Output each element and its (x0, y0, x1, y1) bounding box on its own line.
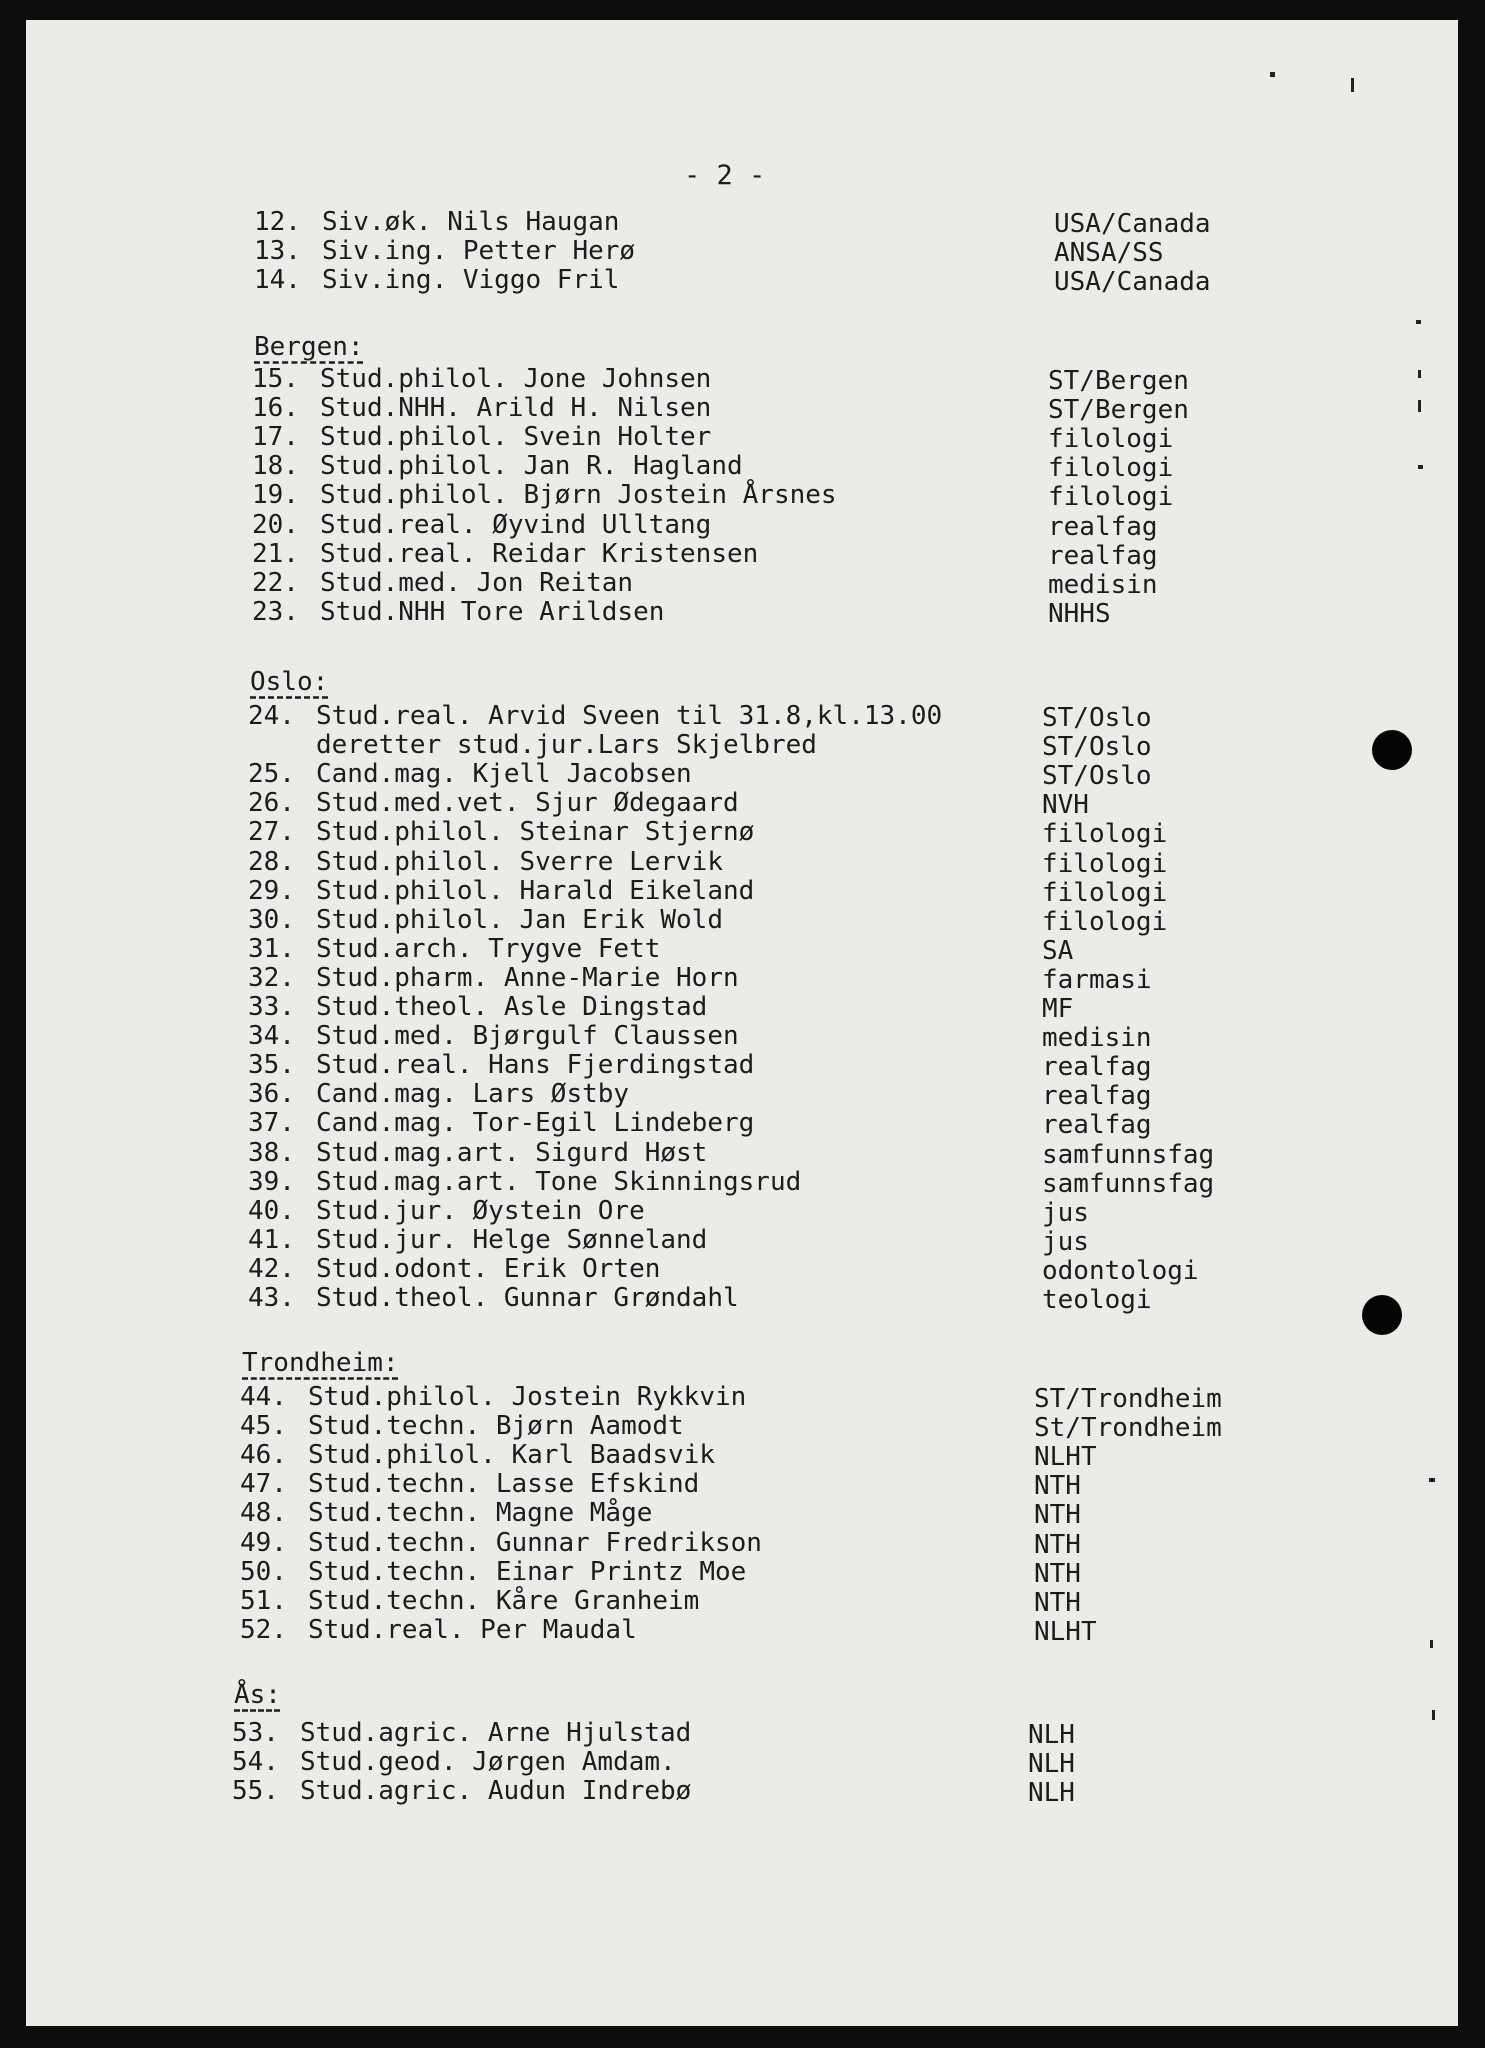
entry-category: NTH (1034, 1558, 1081, 1589)
list-item (248, 1021, 739, 1051)
entry-category: samfunnsfag (1042, 1168, 1215, 1199)
entry-name: Stud.techn. Bjørn Aamodt (308, 1411, 684, 1442)
entry-category: ST/Trondheim (1034, 1384, 1222, 1414)
list-item (248, 1283, 739, 1313)
list-item (240, 1411, 684, 1441)
list-item (248, 1225, 707, 1255)
entry-name: Stud.arch. Trygve Fett (316, 933, 661, 964)
entry-number: 19. (252, 480, 299, 511)
entry-category: odontologi (1042, 1255, 1199, 1286)
entry-number: 21. (252, 538, 299, 569)
entry-name: Stud.NHH. Arild H. Nilsen (320, 393, 712, 424)
entry-name: Stud.philol. Karl Baadsvik (308, 1440, 715, 1471)
entry-category: realfag (1042, 1052, 1152, 1083)
entry-category: ST/Oslo (1042, 761, 1152, 792)
entry-category: samfunnsfag (1042, 1139, 1215, 1170)
entry-number: 17. (252, 422, 299, 453)
entry-number: 31. (248, 933, 295, 964)
list-item (232, 1718, 691, 1748)
entry-name: Stud.techn. Kåre Granheim (308, 1585, 700, 1616)
entry-name: Stud.philol. Bjørn Jostein Årsnes (320, 480, 837, 511)
entry-number: 27. (248, 817, 295, 848)
entry-category: jus (1042, 1197, 1089, 1228)
entry-name: Stud.philol. Steinar Stjernø (316, 817, 755, 848)
list-item (248, 730, 817, 760)
entry-name: Stud.real. Arvid Sveen til 31.8,kl.13.00 (316, 701, 943, 731)
edge-mark (1418, 400, 1421, 412)
list-item (248, 847, 723, 877)
entry-name: Stud.agric. Arne Hjulstad (300, 1718, 692, 1748)
entry-number: 26. (248, 788, 295, 819)
edge-mark (1351, 78, 1354, 92)
entry-number: 41. (248, 1224, 295, 1255)
entry-category: SA (1042, 935, 1074, 966)
entry-name: Stud.techn. Magne Måge (308, 1498, 653, 1529)
entry-category: NLHT (1034, 1442, 1097, 1473)
entry-number: 24. (248, 701, 295, 731)
entry-category: ST/Bergen (1048, 366, 1189, 396)
entry-number: 43. (248, 1283, 295, 1313)
edge-mark (1430, 1640, 1433, 1648)
entry-number: 22. (252, 567, 299, 598)
entry-category: realfag (1048, 511, 1158, 542)
entry-name: Stud.real. Reidar Kristensen (320, 538, 759, 569)
entry-number: 16. (252, 393, 299, 424)
entry-name: Stud.philol. Sverre Lervik (316, 846, 723, 877)
list-item (240, 1615, 637, 1645)
entry-category: St/Trondheim (1034, 1413, 1222, 1444)
edge-mark (1418, 370, 1421, 378)
entry-name: Stud.philol. Svein Holter (320, 422, 712, 453)
entry-category: filologi (1042, 848, 1168, 879)
edge-mark (1432, 1710, 1435, 1720)
entry-name: Cand.mag. Kjell Jacobsen (316, 759, 692, 790)
entry-category: realfag (1048, 540, 1158, 571)
entry-number: 13. (254, 236, 301, 267)
entry-number: 34. (248, 1021, 295, 1052)
entry-category: NTH (1034, 1587, 1081, 1618)
entry-name: Stud.med. Bjørgulf Claussen (316, 1021, 739, 1052)
list-item (254, 265, 619, 295)
entry-name: Stud.mag.art. Sigurd Høst (316, 1137, 708, 1168)
entry-number: 51. (240, 1585, 287, 1616)
list-item (248, 1138, 707, 1168)
list-item (248, 1050, 754, 1080)
entry-category: NTH (1034, 1500, 1081, 1531)
entry-number: 55. (232, 1776, 279, 1807)
entry-number: 50. (240, 1556, 287, 1587)
entry-number: 37. (248, 1108, 295, 1139)
list-item (240, 1586, 699, 1616)
list-item (248, 1196, 645, 1226)
list-item (254, 236, 635, 266)
entry-number: 40. (248, 1195, 295, 1226)
list-item (240, 1382, 746, 1412)
entry-category: filologi (1042, 906, 1168, 937)
document-page (26, 20, 1458, 2026)
list-item (240, 1440, 715, 1470)
section-heading: Trondheim: (242, 1348, 399, 1378)
entry-number: 12. (254, 207, 301, 237)
entry-number: 54. (232, 1747, 279, 1778)
entry-name: Cand.mag. Lars Østby (316, 1079, 630, 1110)
list-item (248, 759, 692, 789)
section-heading: Ås: (234, 1680, 281, 1710)
entry-category: NTH (1034, 1529, 1081, 1560)
entry-category: farmasi (1042, 964, 1152, 995)
entry-name: Siv.ing. Viggo Fril (322, 265, 620, 296)
list-item (252, 597, 664, 627)
list-item (248, 1167, 801, 1197)
entry-number: 33. (248, 992, 295, 1022)
list-item (252, 568, 633, 598)
entry-name: Siv.ing. Petter Herø (322, 236, 636, 267)
list-item (252, 539, 758, 569)
entry-name: Stud.philol. Jostein Rykkvin (308, 1382, 747, 1412)
entry-name: Stud.real. Øyvind Ulltang (320, 509, 712, 540)
entry-category: filologi (1042, 819, 1168, 850)
entry-name: Stud.med. Jon Reitan (320, 567, 634, 598)
entry-number: 44. (240, 1382, 287, 1412)
entry-category: teologi (1042, 1285, 1152, 1315)
list-item (232, 1776, 691, 1806)
list-item (248, 992, 707, 1022)
entry-category: ST/Oslo (1042, 703, 1152, 733)
entry-number: 47. (240, 1469, 287, 1500)
list-item (248, 701, 942, 731)
entry-number: 53. (232, 1718, 279, 1748)
entry-name: Stud.techn. Lasse Efskind (308, 1469, 700, 1500)
list-item (248, 1108, 754, 1138)
entry-number: 35. (248, 1050, 295, 1081)
entry-name: Stud.philol. Jan R. Hagland (320, 451, 743, 482)
entry-category: NLHT (1034, 1616, 1097, 1647)
entry-category: realfag (1042, 1110, 1152, 1141)
entry-category: NTH (1034, 1471, 1081, 1502)
edge-mark (1270, 72, 1275, 77)
entry-category: ST/Oslo (1042, 732, 1152, 763)
entry-category: NHHS (1048, 598, 1111, 629)
list-item (248, 905, 723, 935)
entry-category: NLH (1028, 1778, 1075, 1809)
entry-name: deretter stud.jur.Lars Skjelbred (316, 730, 817, 761)
entry-name: Stud.theol. Asle Dingstad (316, 992, 708, 1022)
entry-category: USA/Canada (1054, 267, 1211, 298)
section-heading: Bergen: (254, 332, 364, 362)
list-item (240, 1557, 746, 1587)
list-item (248, 963, 739, 993)
list-item (232, 1747, 676, 1777)
page-number: - 2 - (684, 160, 766, 191)
edge-mark (1418, 465, 1423, 469)
section-heading: Oslo: (250, 667, 329, 697)
entry-number: 14. (254, 265, 301, 296)
entry-category: ANSA/SS (1054, 238, 1164, 269)
list-item (254, 207, 619, 237)
list-item (240, 1498, 652, 1528)
entry-number: 38. (248, 1137, 295, 1168)
entry-number: 28. (248, 846, 295, 877)
entry-name: Stud.NHH Tore Arildsen (320, 596, 665, 627)
list-item (248, 788, 739, 818)
entry-name: Cand.mag. Tor-Egil Lindeberg (316, 1108, 755, 1139)
entry-name: Stud.philol. Jan Erik Wold (316, 904, 723, 935)
entry-number: 36. (248, 1079, 295, 1110)
entry-number: 45. (240, 1411, 287, 1442)
entry-number: 23. (252, 596, 299, 627)
list-item (252, 364, 711, 394)
entry-name: Stud.jur. Helge Sønneland (316, 1224, 708, 1255)
entry-name: Stud.jur. Øystein Ore (316, 1195, 645, 1226)
entry-name: Stud.real. Per Maudal (308, 1614, 637, 1645)
entry-name: Stud.techn. Gunnar Fredrikson (308, 1527, 762, 1558)
list-item (252, 422, 711, 452)
list-item (248, 1079, 629, 1109)
entry-category: ST/Bergen (1048, 395, 1189, 426)
entry-name: Siv.øk. Nils Haugan (322, 207, 620, 237)
entry-name: Stud.philol. Harald Eikeland (316, 875, 755, 906)
entry-category: filologi (1048, 453, 1174, 484)
entry-number: 20. (252, 509, 299, 540)
entry-number: 15. (252, 364, 299, 394)
list-item (248, 1254, 660, 1284)
entry-name: Stud.real. Hans Fjerdingstad (316, 1050, 755, 1081)
entry-category: medisin (1048, 569, 1158, 600)
entry-category: MF (1042, 994, 1074, 1024)
entry-category: jus (1042, 1226, 1089, 1257)
punch-hole-lower (1362, 1295, 1402, 1335)
entry-category: filologi (1042, 877, 1168, 908)
entry-number: 32. (248, 962, 295, 993)
entry-name: Stud.agric. Audun Indrebø (300, 1776, 692, 1807)
entry-name: Stud.odont. Erik Orten (316, 1253, 661, 1284)
list-item (240, 1528, 762, 1558)
entry-category: NLH (1028, 1720, 1075, 1750)
list-item (252, 480, 837, 510)
entry-name: Stud.pharm. Anne-Marie Horn (316, 962, 739, 993)
entry-name: Stud.geod. Jørgen Amdam. (300, 1747, 676, 1778)
entry-number: 18. (252, 451, 299, 482)
edge-mark (1429, 1478, 1435, 1482)
entry-category: realfag (1042, 1081, 1152, 1112)
list-item (252, 510, 711, 540)
entry-category: USA/Canada (1054, 209, 1211, 239)
entry-category: NVH (1042, 790, 1089, 821)
entry-name: Stud.techn. Einar Printz Moe (308, 1556, 747, 1587)
entry-number: 29. (248, 875, 295, 906)
entry-name: Stud.philol. Jone Johnsen (320, 364, 712, 394)
list-item (248, 934, 660, 964)
list-item (240, 1469, 699, 1499)
entry-number: 49. (240, 1527, 287, 1558)
entry-number: 25. (248, 759, 295, 790)
entry-number: 30. (248, 904, 295, 935)
list-item (248, 817, 754, 847)
entry-category: filologi (1048, 482, 1174, 513)
entry-category: medisin (1042, 1023, 1152, 1054)
entry-name: Stud.med.vet. Sjur Ødegaard (316, 788, 739, 819)
edge-mark (1416, 320, 1421, 324)
entry-name: Stud.theol. Gunnar Grøndahl (316, 1283, 739, 1313)
entry-category: filologi (1048, 424, 1174, 455)
entry-category: NLH (1028, 1749, 1075, 1780)
list-item (252, 393, 711, 423)
list-item (252, 451, 743, 481)
entry-number: 48. (240, 1498, 287, 1529)
entry-number: 52. (240, 1614, 287, 1645)
entry-name: Stud.mag.art. Tone Skinningsrud (316, 1166, 802, 1197)
punch-hole-upper (1372, 730, 1412, 770)
entry-number: 42. (248, 1253, 295, 1284)
list-item (248, 876, 754, 906)
entry-number: 46. (240, 1440, 287, 1471)
entry-number: 39. (248, 1166, 295, 1197)
